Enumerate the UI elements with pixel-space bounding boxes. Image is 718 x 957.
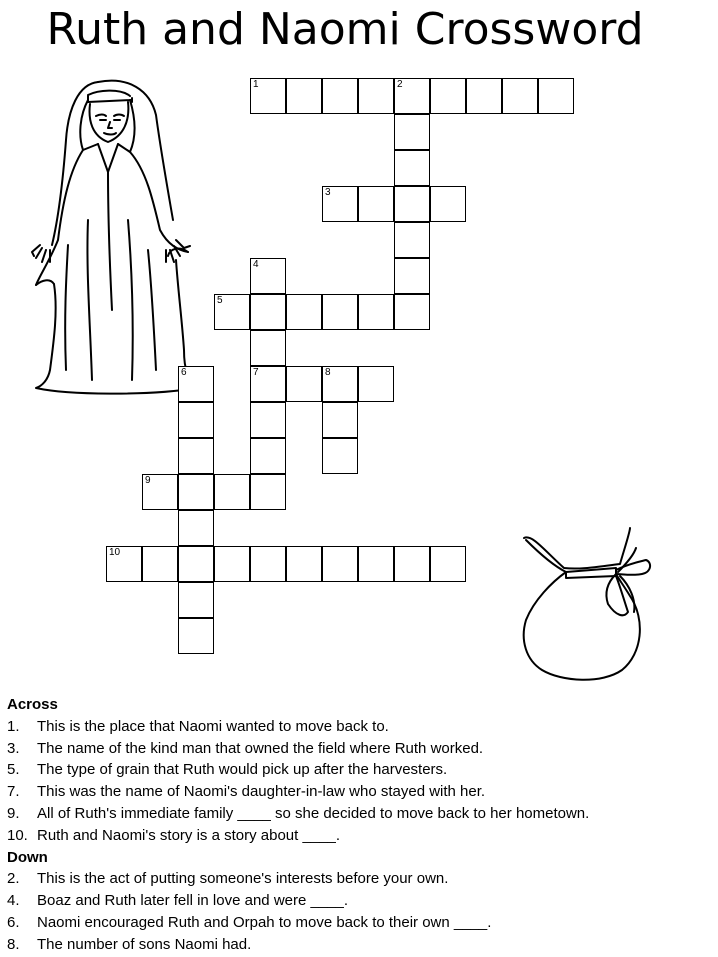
- clue-text: This was the name of Naomi's daughter-in-law who stayed with her.: [37, 783, 486, 801]
- crossword-cell[interactable]: [394, 546, 430, 582]
- crossword-cell[interactable]: [250, 294, 286, 330]
- cell-number: 4: [253, 259, 259, 270]
- crossword-cell[interactable]: [322, 186, 358, 222]
- crossword-cell[interactable]: [178, 510, 214, 546]
- clue-text: The type of grain that Ruth would pick up after the harvesters.: [37, 761, 448, 779]
- crossword-cell[interactable]: [358, 366, 394, 402]
- clue-number: 6.: [7, 913, 20, 931]
- crossword-cell[interactable]: [250, 402, 286, 438]
- crossword-cell[interactable]: [394, 114, 430, 150]
- crossword-cell[interactable]: [142, 546, 178, 582]
- clue-down-6: [7, 912, 712, 934]
- clue-number: 1.: [7, 717, 20, 735]
- crossword-cell[interactable]: [178, 546, 214, 582]
- clues-section: [7, 694, 712, 956]
- crossword-cell[interactable]: [358, 78, 394, 114]
- cell-number: 1: [253, 79, 259, 90]
- down-heading: Down: [7, 848, 48, 866]
- crossword-cell[interactable]: [250, 546, 286, 582]
- crossword-cell[interactable]: [178, 582, 214, 618]
- crossword-cell[interactable]: [250, 438, 286, 474]
- crossword-cell[interactable]: [358, 186, 394, 222]
- clue-text: Naomi encouraged Ruth and Orpah to move back to their own ____.: [37, 913, 492, 931]
- crossword-cell[interactable]: [322, 366, 358, 402]
- clue-across-10: [7, 825, 712, 847]
- crossword-cell[interactable]: [250, 330, 286, 366]
- crossword-cell[interactable]: [466, 78, 502, 114]
- crossword-cell[interactable]: [430, 78, 466, 114]
- crossword-cell[interactable]: [358, 546, 394, 582]
- crossword-cell[interactable]: [286, 546, 322, 582]
- clue-number: 9.: [7, 804, 20, 822]
- crossword-cell[interactable]: [214, 294, 250, 330]
- clue-text: The number of sons Naomi had.: [37, 935, 252, 953]
- cell-number: 9: [145, 475, 151, 486]
- crossword-cell[interactable]: [178, 438, 214, 474]
- page-title: Ruth and Naomi Crossword: [46, 4, 644, 55]
- cell-number: 3: [325, 187, 331, 198]
- clue-across-1: [7, 716, 712, 738]
- clue-text: Boaz and Ruth later fell in love and were ____.: [37, 892, 349, 910]
- across-heading: Across: [7, 696, 58, 713]
- crossword-cell[interactable]: [178, 474, 214, 510]
- crossword-cell[interactable]: [322, 438, 358, 474]
- clue-number: 10.: [7, 826, 28, 844]
- clue-text: The name of the kind man that owned the field where Ruth worked.: [37, 739, 484, 757]
- clue-down-4: [7, 890, 712, 912]
- clue-across-7: [7, 781, 712, 803]
- crossword-cell[interactable]: [286, 78, 322, 114]
- crossword-cell[interactable]: [322, 402, 358, 438]
- crossword-cell[interactable]: [394, 294, 430, 330]
- crossword-cell[interactable]: [322, 294, 358, 330]
- crossword-cell[interactable]: [430, 186, 466, 222]
- crossword-cell[interactable]: [250, 258, 286, 294]
- crossword-cell[interactable]: [250, 366, 286, 402]
- crossword-cell[interactable]: [286, 294, 322, 330]
- crossword-cell[interactable]: [286, 366, 322, 402]
- clue-number: 2.: [7, 870, 20, 888]
- cell-number: 8: [325, 367, 331, 378]
- crossword-cell[interactable]: [394, 150, 430, 186]
- clue-number: 3.: [7, 739, 20, 757]
- crossword-cell[interactable]: [538, 78, 574, 114]
- clue-text: Ruth and Naomi's story is a story about ____.: [37, 826, 341, 844]
- cell-number: 2: [397, 79, 403, 90]
- crossword-cell[interactable]: [250, 474, 286, 510]
- crossword-cell[interactable]: [322, 546, 358, 582]
- crossword-cell[interactable]: [430, 546, 466, 582]
- clue-text: This is the place that Naomi wanted to move back to.: [37, 717, 389, 735]
- crossword-cell[interactable]: [178, 402, 214, 438]
- crossword-cell[interactable]: [250, 78, 286, 114]
- clue-across-9: [7, 803, 712, 825]
- clue-number: 5.: [7, 761, 20, 779]
- crossword-cell[interactable]: [106, 546, 142, 582]
- cell-number: 6: [181, 367, 187, 378]
- clue-number: 4.: [7, 892, 20, 910]
- clue-down-2: [7, 868, 712, 890]
- crossword-cell[interactable]: [394, 258, 430, 294]
- crossword-cell[interactable]: [394, 78, 430, 114]
- clue-number: 7.: [7, 783, 20, 801]
- cell-number: 7: [253, 367, 259, 378]
- crossword-cell[interactable]: [394, 222, 430, 258]
- cell-number: 5: [217, 295, 223, 306]
- crossword-cell[interactable]: [142, 474, 178, 510]
- crossword-cell[interactable]: [502, 78, 538, 114]
- clue-across-3: [7, 738, 712, 760]
- clue-text: This is the act of putting someone's interests before your own.: [37, 870, 449, 888]
- clue-down-8: [7, 934, 712, 956]
- clue-across-5: [7, 759, 712, 781]
- crossword-cell[interactable]: [178, 618, 214, 654]
- crossword-cell[interactable]: [214, 474, 250, 510]
- cell-number: 10: [109, 547, 121, 558]
- clue-text: All of Ruth's immediate family ____ so she decided to move back to her hometown.: [37, 804, 590, 822]
- crossword-cell[interactable]: [394, 186, 430, 222]
- crossword-cell[interactable]: [358, 294, 394, 330]
- crossword-cell[interactable]: [178, 366, 214, 402]
- crossword-cell[interactable]: [322, 78, 358, 114]
- crossword-cell[interactable]: [214, 546, 250, 582]
- clue-number: 8.: [7, 935, 20, 953]
